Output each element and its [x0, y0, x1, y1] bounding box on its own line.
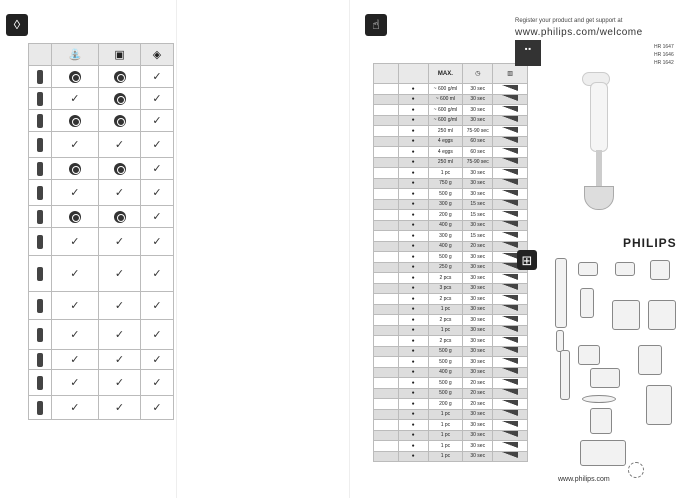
amount-cell: 2 pcs [428, 336, 463, 347]
accessory-icon [29, 292, 52, 320]
check-icon: ✓ [99, 132, 141, 158]
amount-cell: 2 pcs [428, 315, 463, 326]
check-icon: ✓ [141, 256, 174, 292]
accessory-icon [29, 158, 52, 180]
time-cell: 30 sec [463, 420, 493, 431]
col-speed-icon: ▥ [493, 64, 528, 84]
food-icon: ● [398, 231, 428, 242]
food-icon: ● [398, 357, 428, 368]
check-icon: ✓ [141, 180, 174, 206]
check-icon: ✓ [141, 370, 174, 396]
table-row [29, 256, 174, 292]
food-icon: ● [398, 304, 428, 315]
table-row [29, 206, 174, 228]
time-cell: 60 sec [463, 147, 493, 158]
time-cell: 30 sec [463, 105, 493, 116]
table-row [29, 228, 174, 256]
philips-logo: PHILIPS [623, 236, 677, 250]
food-icon: ● [398, 84, 428, 95]
time-cell: 30 sec [463, 367, 493, 378]
check-icon: ✓ [141, 292, 174, 320]
time-cell: 30 sec [463, 294, 493, 305]
check-icon: ✓ [99, 180, 141, 206]
check-icon: ✓ [99, 292, 141, 320]
amount-cell: ~ 600 g/ml [428, 115, 463, 126]
amount-cell: 3 pcs [428, 283, 463, 294]
food-icon: ● [398, 325, 428, 336]
check-icon: ✓ [51, 292, 98, 320]
amount-cell: 2 pcs [428, 294, 463, 305]
amount-cell: 500 g [428, 189, 463, 200]
warning-icon: ◊ [6, 14, 28, 36]
time-cell: 30 sec [463, 346, 493, 357]
disc-icon [51, 110, 98, 132]
check-icon: ✓ [141, 88, 174, 110]
time-cell: 30 sec [463, 189, 493, 200]
amount-cell: 400 g [428, 241, 463, 252]
accessory-icon [29, 180, 52, 206]
time-cell: 15 sec [463, 231, 493, 242]
time-cell: 30 sec [463, 304, 493, 315]
table-row [29, 66, 174, 88]
accessory-icon [29, 370, 52, 396]
check-icon: ✓ [141, 206, 174, 228]
amount-cell: ~ 600 g/ml [428, 84, 463, 95]
check-icon: ✓ [141, 66, 174, 88]
check-icon: ✓ [51, 320, 98, 350]
disc-icon [51, 66, 98, 88]
table-row [29, 110, 174, 132]
food-icon: ● [398, 189, 428, 200]
model-number: HR 1647 [654, 44, 674, 50]
food-icon: ● [398, 451, 428, 462]
amount-cell: 250 ml [428, 157, 463, 168]
disc-icon [99, 110, 141, 132]
check-icon: ✓ [51, 132, 98, 158]
eco-icon [628, 462, 644, 478]
col-max: MAX. [428, 64, 463, 84]
amount-cell: 1 pc [428, 325, 463, 336]
amount-cell: 500 g [428, 346, 463, 357]
accessory-icon [29, 88, 52, 110]
col-tap-icon: ⛲ [51, 44, 98, 66]
amount-cell: 750 g [428, 178, 463, 189]
check-icon: ✓ [141, 110, 174, 132]
amount-cell: 500 g [428, 252, 463, 263]
panel-instructions [350, 0, 515, 498]
time-cell: 30 sec [463, 168, 493, 179]
time-cell: 20 sec [463, 388, 493, 399]
table-row [29, 350, 174, 370]
food-icon: ● [398, 168, 428, 179]
col-dishwasher-icon: ▣ [99, 44, 141, 66]
time-cell: 30 sec [463, 451, 493, 462]
time-cell: 75-90 sec [463, 157, 493, 168]
amount-cell: 1 pc [428, 430, 463, 441]
amount-cell: 500 g [428, 378, 463, 389]
check-icon: ✓ [99, 350, 141, 370]
food-icon: ● [398, 315, 428, 326]
food-icon: ● [398, 126, 428, 137]
model-number: HR 1646 [654, 52, 674, 58]
amount-cell: ~ 600 g/ml [428, 105, 463, 116]
table-row [29, 320, 174, 350]
time-cell: 30 sec [463, 409, 493, 420]
amount-cell: 500 g [428, 357, 463, 368]
food-icon: ● [398, 336, 428, 347]
check-icon: ✓ [99, 228, 141, 256]
amount-cell: 200 g [428, 210, 463, 221]
food-icon: ● [398, 199, 428, 210]
disc-icon [51, 206, 98, 228]
time-cell: 15 sec [463, 210, 493, 221]
time-cell: 30 sec [463, 357, 493, 368]
disc-icon [99, 88, 141, 110]
time-cell: 30 sec [463, 315, 493, 326]
accessory-icon [29, 110, 52, 132]
time-cell: 60 sec [463, 136, 493, 147]
food-icon: ● [398, 94, 428, 105]
amount-cell: 1 pc [428, 451, 463, 462]
table-row [29, 88, 174, 110]
amount-cell: 300 g [428, 231, 463, 242]
print-info [0, 489, 693, 495]
check-icon: ✓ [99, 370, 141, 396]
food-icon: ● [398, 252, 428, 263]
hand-icon: ☝ [365, 14, 387, 36]
accessory-icon [29, 132, 52, 158]
check-icon: ✓ [141, 158, 174, 180]
time-cell: 30 sec [463, 441, 493, 452]
time-cell: 15 sec [463, 199, 493, 210]
food-icon: ● [398, 157, 428, 168]
check-icon: ✓ [141, 320, 174, 350]
check-icon: ✓ [99, 256, 141, 292]
food-icon: ● [398, 136, 428, 147]
check-icon: ✓ [141, 350, 174, 370]
food-icon: ● [398, 378, 428, 389]
accessory-icon [29, 350, 52, 370]
time-cell: 20 sec [463, 241, 493, 252]
time-cell: 30 sec [463, 336, 493, 347]
disc-icon [51, 158, 98, 180]
col-time-icon: ◷ [463, 64, 493, 84]
time-cell: 30 sec [463, 273, 493, 284]
disc-icon [99, 158, 141, 180]
panel-accessories-table [0, 0, 175, 498]
food-icon: ● [398, 367, 428, 378]
food-icon: ● [398, 262, 428, 273]
time-cell: 30 sec [463, 252, 493, 263]
food-icon: ● [398, 430, 428, 441]
amount-cell: 500 g [428, 388, 463, 399]
time-cell: 30 sec [463, 115, 493, 126]
check-icon: ✓ [51, 396, 98, 420]
table-row [29, 180, 174, 206]
amount-cell: 1 pc [428, 304, 463, 315]
amount-cell: 4 eggs [428, 147, 463, 158]
accessory-icon [29, 228, 52, 256]
accessory-section-icon: ⊞ [517, 250, 537, 270]
time-cell: 20 sec [463, 378, 493, 389]
check-icon: ✓ [51, 88, 98, 110]
food-icon: ● [398, 220, 428, 231]
time-cell: 30 sec [463, 94, 493, 105]
amount-cell: 300 g [428, 199, 463, 210]
disc-icon [99, 66, 141, 88]
table-row [29, 292, 174, 320]
food-icon: ● [398, 273, 428, 284]
panel-processing-table [180, 0, 513, 498]
food-icon: ● [398, 178, 428, 189]
food-icon: ● [398, 105, 428, 116]
accessory-icon [29, 66, 52, 88]
time-cell: 30 sec [463, 178, 493, 189]
time-cell: 30 sec [463, 84, 493, 95]
food-icon: ● [398, 115, 428, 126]
food-icon: ● [398, 283, 428, 294]
table-row [29, 370, 174, 396]
time-cell: 30 sec [463, 220, 493, 231]
amount-cell: ~ 600 ml [428, 94, 463, 105]
amount-cell: 250 ml [428, 126, 463, 137]
food-icon: ● [398, 241, 428, 252]
time-cell: 30 sec [463, 325, 493, 336]
food-icon: ● [398, 294, 428, 305]
amount-cell: 1 pc [428, 420, 463, 431]
time-cell: 75-90 sec [463, 126, 493, 137]
model-number: HR 1642 [654, 60, 674, 66]
amount-cell: 400 g [428, 220, 463, 231]
amount-cell: 400 g [428, 367, 463, 378]
amount-cell: 4 eggs [428, 136, 463, 147]
accessory-icon [29, 206, 52, 228]
food-icon: ● [398, 420, 428, 431]
food-icon: ● [398, 388, 428, 399]
compatibility-table [28, 43, 174, 420]
col-warning-icon: ◈ [141, 44, 174, 66]
check-icon: ✓ [99, 396, 141, 420]
check-icon: ✓ [141, 132, 174, 158]
amount-cell: 1 pc [428, 168, 463, 179]
support-badge: ■ ■ [515, 40, 541, 66]
check-icon: ✓ [51, 256, 98, 292]
disc-icon [99, 206, 141, 228]
food-icon: ● [398, 210, 428, 221]
food-icon: ● [398, 147, 428, 158]
table-row [29, 158, 174, 180]
amount-cell: 1 pc [428, 441, 463, 452]
check-icon: ✓ [51, 180, 98, 206]
amount-cell: 200 g [428, 399, 463, 410]
time-cell: 30 sec [463, 283, 493, 294]
accessory-icon [29, 256, 52, 292]
time-cell: 30 sec [463, 262, 493, 273]
food-icon: ● [398, 346, 428, 357]
check-icon: ✓ [51, 370, 98, 396]
amount-cell: 250 g [428, 262, 463, 273]
amount-cell: 2 pcs [428, 273, 463, 284]
footer-url[interactable]: www.philips.com [558, 476, 610, 483]
food-icon: ● [398, 441, 428, 452]
table-row [29, 132, 174, 158]
food-icon: ● [398, 409, 428, 420]
check-icon: ✓ [141, 228, 174, 256]
check-icon: ✓ [51, 228, 98, 256]
accessory-icon [29, 320, 52, 350]
register-title: Register your product and get support at [515, 18, 623, 24]
check-icon: ✓ [99, 320, 141, 350]
time-cell: 20 sec [463, 399, 493, 410]
table-row [29, 396, 174, 420]
accessory-icon [29, 396, 52, 420]
food-icon: ● [398, 399, 428, 410]
register-url[interactable]: www.philips.com/welcome [515, 27, 643, 38]
col-accessory [29, 44, 52, 66]
check-icon: ✓ [141, 396, 174, 420]
time-cell: 30 sec [463, 430, 493, 441]
amount-cell: 1 pc [428, 409, 463, 420]
check-icon: ✓ [51, 350, 98, 370]
